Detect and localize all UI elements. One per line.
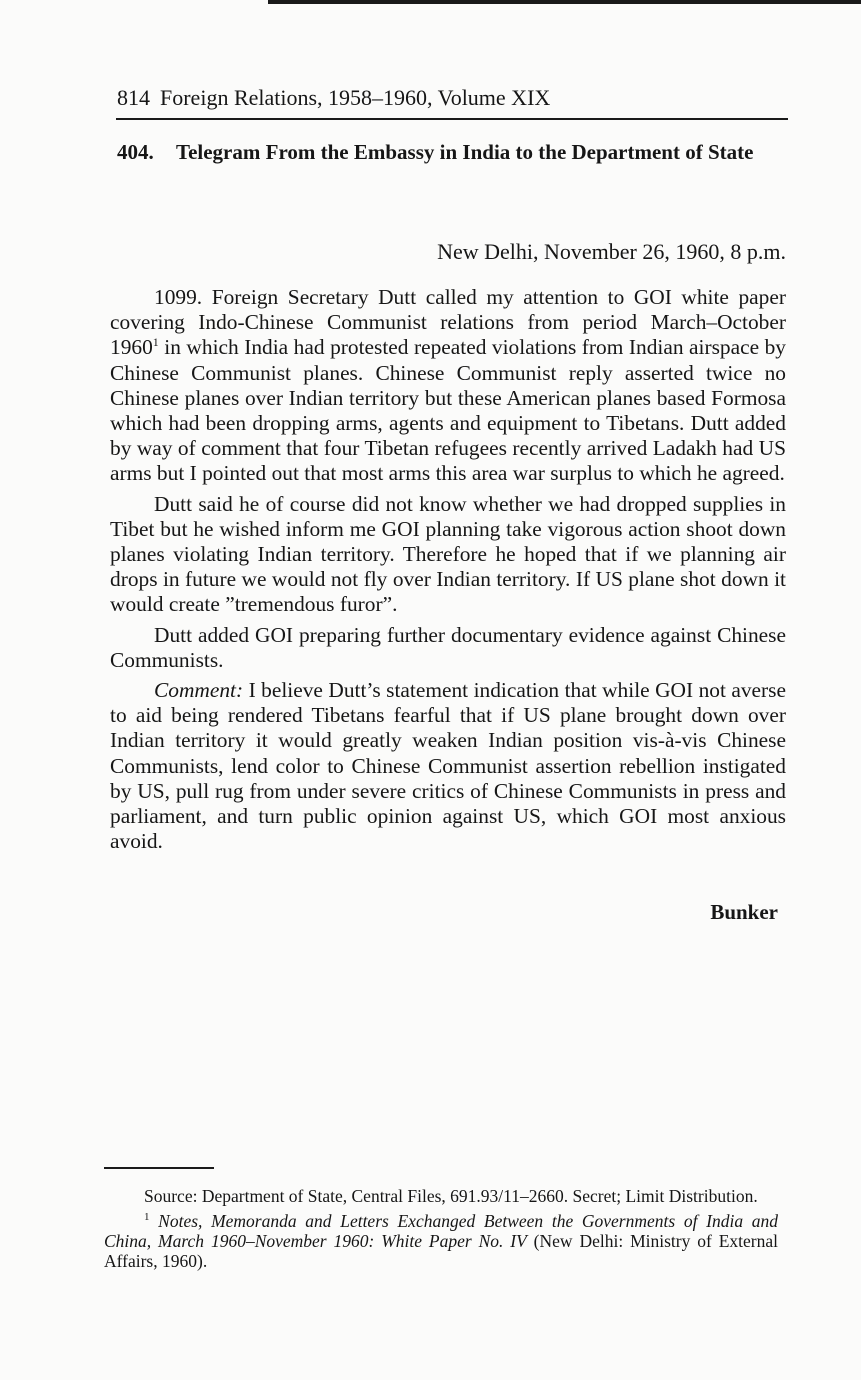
series-title: Foreign Relations, 1958–1960, Volume XIX (160, 85, 551, 110)
paragraph-1-start: 1099. Foreign Secretary Dutt called my attention to GOI white paper covering Indo-Chinese Communist relations from period March–October 1960 (110, 285, 786, 360)
running-head (117, 84, 787, 112)
footnote-1-rest: (New Delhi: Ministry of External Affairs, 1960). (104, 1231, 778, 1271)
paragraph-1 (110, 285, 786, 487)
document-heading (117, 140, 777, 165)
signature: Bunker (710, 900, 778, 924)
paragraph-3: Dutt added GOI preparing further documentary evidence against Chinese Communists. (110, 622, 786, 672)
dateline: New Delhi, November 26, 1960, 8 p.m. (437, 239, 786, 264)
footnotes (104, 1186, 778, 1276)
telegram-body (110, 285, 786, 859)
source-note: Source: Department of State, Central Files, 691.93/11–2660. Secret; Limit Distribution. (144, 1186, 758, 1206)
header-rule (116, 118, 788, 120)
footnote-1 (104, 1211, 778, 1271)
footnote-ref-1: 1 (152, 335, 159, 350)
paragraph-4 (110, 678, 786, 854)
footnote-rule (104, 1167, 214, 1169)
footnote-1-marker: 1 (144, 1211, 150, 1224)
comment-label: Comment: (154, 678, 244, 703)
paragraph-1-end: in which India had protested repeated violations from Indian airspace by Chinese Communist planes. Chinese Communist reply asserted twice no Chinese planes over Indian territory but these American planes based Formosa which had been dropping arms, agents and equipment to Tibetans. Dutt added by way of comment that four Tibetan refugees recently arrived Ladakh had US arms but I pointed out that most arms this area war surplus to which he agreed. (110, 335, 786, 486)
comment-text: I believe Dutt’s statement indication that while GOI not averse to aid being rendered Tibetans fearful that if US plane brought down over Indian territory it would greatly weaken Indian position vis-à-vis Chinese Communists, lend color to Chinese Communist assertion rebellion instigated by US, pull rug from under severe critics of Chinese Communists in press and parliament, and turn public opinion against US, which GOI most anxious avoid. (110, 678, 786, 854)
page-number: 814 (117, 85, 150, 110)
document-number: 404. (117, 140, 154, 164)
document-title: Telegram From the Embassy in India to the Department of State (176, 140, 754, 164)
paragraph-2: Dutt said he of course did not know whether we had dropped supplies in Tibet but he wished inform me GOI planning take vigorous action shoot down planes violating Indian territory. Therefore he hoped that if we planning air drops in future we would not fly over Indian territory. If US plane shot down it would create ”tremendous furor”. (110, 491, 786, 617)
footnote-1-title: Notes, Memoranda and Letters Exchanged Between the Governments of India and China, March 1960–November 1960: White Paper No. IV (104, 1211, 778, 1251)
top-edge-rule (268, 0, 861, 4)
